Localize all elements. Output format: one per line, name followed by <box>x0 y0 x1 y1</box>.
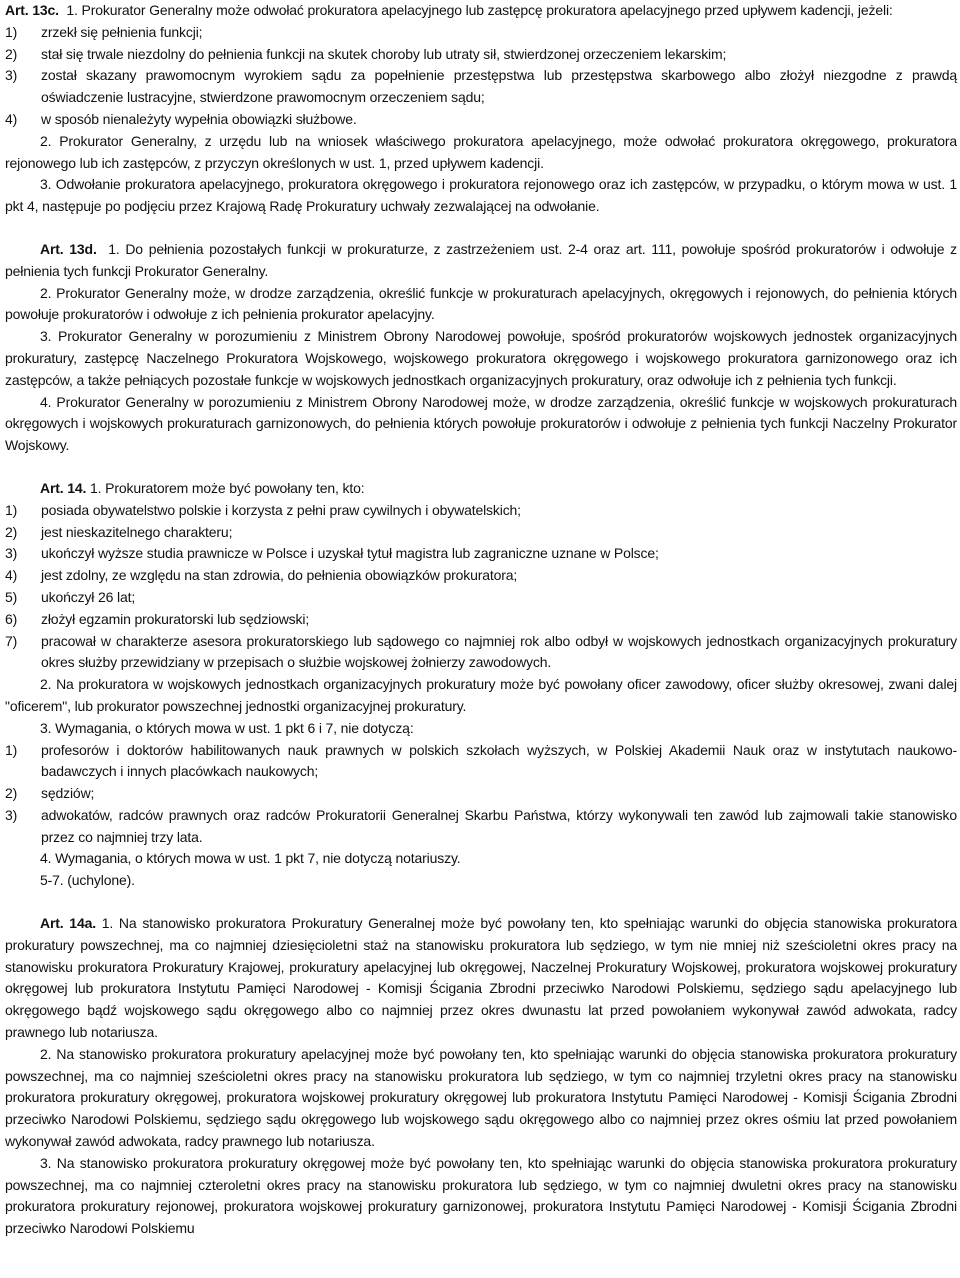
art-14-heading: Art. 14. <box>40 479 87 496</box>
list-item: 3) został skazany prawomocnym wyrokiem sądu za popełnienie przestępstwa lub przestępstwa skarbowego albo złożył niezgodne z prawdą oświadczenie lustracyjne, stwierdzone prawomocnym orzeczeniem sądu; <box>5 67 957 106</box>
art-13c-heading: Art. 13c. <box>5 2 59 18</box>
list-item: 7) pracował w charakterze asesora prokuratorskiego lub sądowego co najmniej rok albo odbył w wojskowych jednostkach organizacyjnych prokuratury okres służby przewidziany w przepisach o służbie wojskowej żołnierzy zawodowych. <box>5 632 957 671</box>
list-item: 5) ukończył 26 lat; <box>5 588 136 605</box>
art-13c-paragraph-1 <box>5 0 957 22</box>
art-14-paragraph-1: Art. 14. 1. Prokuratorem może być powołany ten, kto: <box>40 479 365 496</box>
art-13d-paragraph-4: 4. Prokurator Generalny w porozumieniu z Ministrem Obrony Narodowej może, w drodze zarządzenia, określić funkcje w wojskowych prokuraturach okręgowych i wojskowych prokuraturach garnizonowych, do pełnienia których powołuje prokuratorów i odwołuje z pełnienia tych funkcji Naczelny Prokurator Wojskowy. <box>5 393 957 454</box>
art-14-paragraph-3: 3. Wymagania, o których mowa w ust. 1 pkt 6 i 7, nie dotyczą: <box>40 719 414 736</box>
art-13d-paragraph-1: Art. 13d. 1. Do pełnienia pozostałych funkcji w prokuraturze, z zastrzeżeniem ust. 2-4 oraz art. 111, powołuje spośród prokuratorów i odwołuje z pełnienia tych funkcji Prokurator Generalny. <box>5 240 957 279</box>
list-item: 4) w sposób nienależyty wypełnia obowiązki służbowe. <box>5 110 357 127</box>
list-item: 1) zrzekł się pełnienia funkcji; <box>5 23 203 40</box>
section-gap <box>5 457 957 478</box>
art-14-list-1 <box>5 500 957 674</box>
art-14-list-3 <box>5 740 957 849</box>
art-14a-heading: Art. 14a. <box>40 915 96 932</box>
list-item: 1) posiada obywatelstwo polskie i korzysta z pełni praw cywilnych i obywatelskich; <box>5 501 521 518</box>
list-item: 4) jest zdolny, ze względu na stan zdrowia, do pełnienia obowiązków prokuratora; <box>5 567 518 584</box>
list-item: 1) profesorów i doktorów habilitowanych nauk prawnych w polskich szkołach wyższych, w Polskiej Akademii Nauk oraz w instytutach naukowo-badawczych i innych placówkach naukowych; <box>5 741 957 780</box>
art-13c-list <box>5 22 957 131</box>
list-item: 2) stał się trwale niezdolny do pełnienia funkcji na skutek choroby lub utraty sił, stwierdzonej orzeczeniem lekarskim; <box>5 45 727 62</box>
list-item: 6) złożył egzamin prokuratorski lub sędziowski; <box>5 610 310 627</box>
section-gap <box>5 218 957 239</box>
art-13d-paragraph-2: 2. Prokurator Generalny może, w drodze zarządzenia, określić funkcje w prokuraturach apelacyjnych, okręgowych i rejonowych, do pełnienia których powołuje prokuratorów i odwołuje z ich pełnienia prokurator apelacyjny. <box>5 284 957 323</box>
art-13c-text-1: 1. Prokurator Generalny może odwołać prokuratora apelacyjnego lub zastępcę prokuratora apelacyjnego przed upływem kadencji, jeżeli: <box>66 2 893 18</box>
art-13d-paragraph-3: 3. Prokurator Generalny w porozumieniu z Ministrem Obrony Narodowej powołuje, spośród prokuratorów wojskowych jednostek organizacyjnych prokuratury, zastępcę Naczelnego Prokuratora Wojskowego, wojskowego prokuratora okręgowego i wojskowego prokuratora garnizonowego oraz ich zastępców, a także pełniących pozostałe funkcje w wojskowych jednostkach organizacyjnych prokuratury, oraz odwołuje ich z pełnienia tych funkcji. <box>5 328 957 388</box>
art-14a-paragraph-1: Art. 14a. 1. Na stanowisko prokuratora Prokuratury Generalnej może być powołany ten, kto spełniając warunki do objęcia stanowiska prokuratora prokuratury powszechnej, ma co najmniej dziesięcioletni staż na stanowisku prokuratora lub sędziego, w tym nie mniej niż sześcioletni okres pracy na stanowisku prokuratora Prokuratury Krajowej, prokuratury apelacyjnej lub okręgowej, Naczelnej Prokuratury Wojskowej, prokuratora wojskowej prokuratury okręgowej lub prokuratora Instytutu Pamięci Narodowej - Komisji Ścigania Zbrodni przeciwko Narodowi Polskiemu, sędziego sądu apelacyjnego lub okręgowego bądź wojskowego sądu okręgowego albo co najmniej przez okres dwunastu lat przed powołaniem wykonywał zawód adwokata, radcy prawnego lub notariusza. <box>5 915 957 1041</box>
list-item: 2) jest nieskazitelnego charakteru; <box>5 523 233 540</box>
art-14a-paragraph-2: 2. Na stanowisko prokuratora prokuratury apelacyjnej może być powołany ten, kto spełniając warunki do objęcia stanowiska prokuratora prokuratury powszechnej, ma co najmniej sześcioletni okres pracy na stanowisku prokuratora lub sędziego, w tym co najmniej trzyletni okres pracy na stanowisku prokuratora prokuratury okręgowej, prokuratora wojskowej prokuratury okręgowej lub prokuratora Instytutu Pamięci Narodowej - Komisji Ścigania Zbrodni przeciwko Narodowi Polskiemu, sędziego sądu okręgowego lub wojskowego sądu okręgowego albo co najmniej przez okres ośmiu lat przed powołaniem wykonywał zawód adwokata, radcy prawnego lub notariusza. <box>5 1045 957 1150</box>
list-item: 2) sędziów; <box>5 785 95 802</box>
art-13d-heading: Art. 13d. <box>40 240 97 257</box>
art-14-paragraph-2: 2. Na prokuratora w wojskowych jednostkach organizacyjnych prokuratury może być powołany oficer zawodowy, oficer służby okresowej, zwani dalej "oficerem", lub prokurator powszechnej jednostki organizacyjnej prokuratury. <box>5 676 957 714</box>
list-item: 3) adwokatów, radców prawnych oraz radców Prokuratorii Generalnej Skarbu Państwa, którzy wykonywali ten zawód lub zajmowali takie stanowisko przez co najmniej trzy lata. <box>5 806 957 845</box>
art-14-paragraph-5: 5-7. (uchylone). <box>40 872 135 889</box>
art-14a-paragraph-3: 3. Na stanowisko prokuratora prokuratury okręgowej może być powołany ten, kto spełniając warunki do objęcia stanowiska prokuratora prokuratury powszechnej, ma co najmniej czteroletni okres pracy na stanowisku prokuratora lub sędziego, w tym co najmniej dwuletni okres pracy na stanowisku prokuratora prokuratury rejonowej, prokuratora wojskowej prokuratury garnizonowej, prokuratora Instytutu Pamięci Narodowej - Komisji Ścigania Zbrodni przeciwko Narodowi Polskiemu <box>5 1154 957 1237</box>
section-gap <box>5 892 957 913</box>
art-14-paragraph-4: 4. Wymagania, o których mowa w ust. 1 pkt 7, nie dotyczą notariuszy. <box>40 850 461 867</box>
art-13c-paragraph-3: 3. Odwołanie prokuratora apelacyjnego, prokuratora okręgowego i prokuratora rejonowego oraz ich zastępców, w przypadku, o którym mowa w ust. 1 pkt 4, następuje po podjęciu przez Krajową Radę Prokuratury uchwały zezwalającej na odwołanie. <box>5 176 957 215</box>
list-item: 3) ukończył wyższe studia prawnicze w Polsce i uzyskał tytuł magistra lub zagraniczne uznane w Polsce; <box>5 545 659 562</box>
art-13c-paragraph-2: 2. Prokurator Generalny, z urzędu lub na wniosek właściwego prokuratora apelacyjnego, może odwołać prokuratora okręgowego, prokuratora rejonowego lub ich zastępców, z przyczyn określonych w ust. 1, przed upływem kadencji. <box>5 132 957 171</box>
